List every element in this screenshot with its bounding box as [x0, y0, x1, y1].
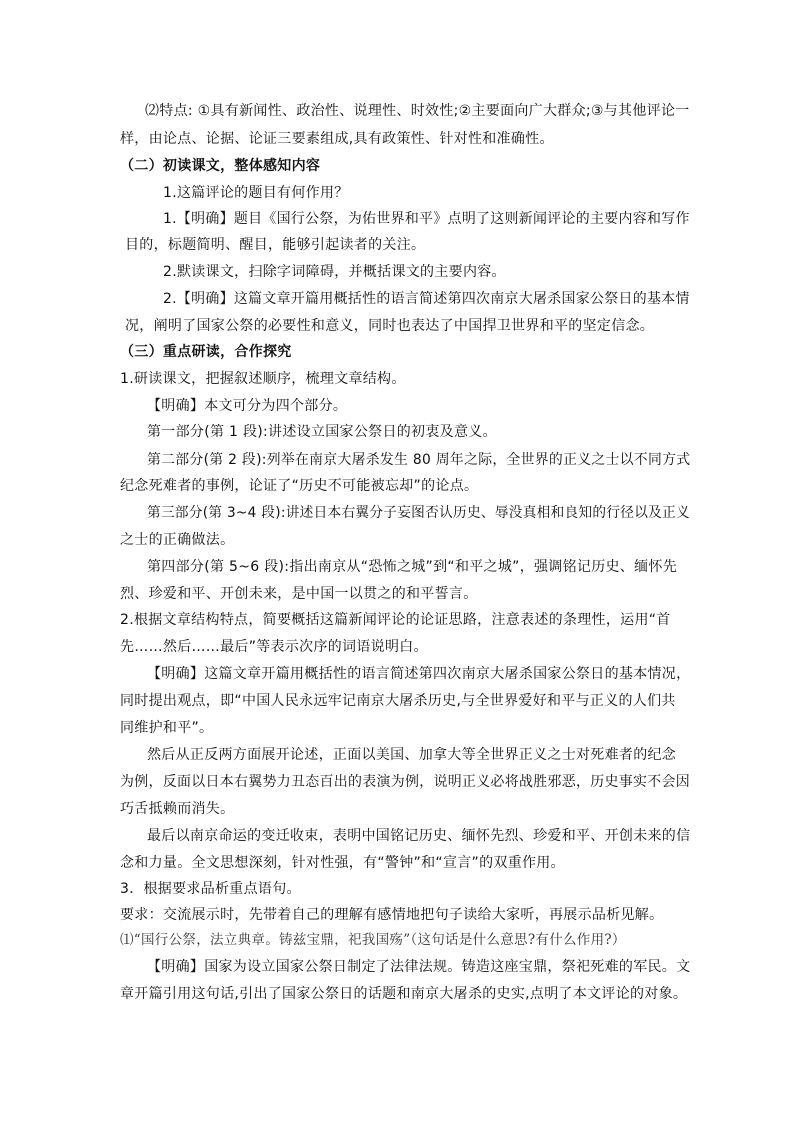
text-line: 同时提出观点，即“中国人民永远牢记南京大屠杀历史,与全世界爱好和平与正义的人们共 — [120, 693, 676, 709]
question-line: 2.根据文章结构特点，简要概括这篇新闻评论的论证思路，注意表述的条理性，运用“首 — [120, 612, 671, 628]
answer-line: 【明确】这篇文章开篇用概括性的语言简述第四次南京大屠杀国家公祭日的基本情况， — [147, 666, 691, 682]
answer-line: 1.【明确】题目《国行公祭，为佑世界和平》点明了这则新闻评论的主要内容和写作 — [163, 211, 690, 227]
text-line: ⑵特点: ①具有新闻性、政治性、说理性、时效性;②主要面向广大群众;③与其他评论一 — [145, 103, 690, 119]
text-line: 最后以南京命运的变迁收束，表明中国铭记历史、缅怀先烈、珍爱和平、开创未来的信 — [147, 828, 691, 844]
question-line: 1.这篇评论的题目有何作用？ — [163, 185, 349, 201]
section-heading: （三）重点研读，合作探究 — [120, 344, 292, 360]
quote-line: ⑴“国行公祭，法立典章。铸兹宝鼎，祀我国殇”（这句话是什么意思?有什么作用?） — [120, 932, 626, 948]
text-line: 念和力量。全文思想深刻，针对性强，有“警钟”和“宣言”的双重作用。 — [120, 855, 565, 871]
text-line: 第一部分(第 1 段):讲述设立国家公祭日的初衷及意义。 — [147, 424, 497, 440]
answer-line: 【明确】国家为设立国家公祭日制定了法律法规。铸造这座宝鼎，祭祀死难的军民。文 — [147, 959, 691, 975]
text-line: 第三部分(第 3~4 段):讲述日本右翼分子妄图否认历史、辱没真相和良知的行径以及正义 — [147, 505, 691, 521]
section-heading: （二）初读课文，整体感知内容 — [120, 158, 321, 174]
question-line: 1.研读课文，把握叙述顺序，梳理文章结构。 — [120, 371, 406, 387]
text-line: 第二部分(第 2 段):列举在南京大屠杀发生 80 周年之际，全世界的正义之士以不同方式 — [147, 452, 691, 468]
text-line: 烈、珍爱和平、开创未来，是中国一以贯之的和平誓言。 — [120, 586, 478, 602]
text-line: 巧舌抵赖而消失。 — [120, 801, 235, 817]
text-line: 样，由论点、论据、论证三要素组成,具有政策性、针对性和准确性。 — [120, 131, 554, 147]
text-line: 况，阐明了国家公祭的必要性和意义，同时也表达了中国捍卫世界和平的坚定信念。 — [125, 318, 655, 334]
text-line: 然后从正反两方面展开论述，正面以美国、加拿大等全世界正义之士对死难者的纪念 — [147, 747, 677, 763]
question-line: 3．根据要求品析重点语句。 — [120, 881, 301, 897]
text-line: 纪念死难者的事例，论证了“历史不可能被忘却”的论点。 — [120, 478, 479, 494]
text-line: 目的，标题简明、醒目，能够引起读者的关注。 — [125, 237, 426, 253]
answer-line: 【明确】本文可分为四个部分。 — [147, 398, 348, 414]
text-line: 同维护和平”。 — [120, 720, 214, 736]
text-line: 第四部分(第 5~6 段):指出南京从“恐怖之城”到“和平之城”，强调铭记历史、缅怀先 — [147, 559, 677, 575]
text-line: 先……然后……最后”等表示次序的词语说明白。 — [120, 639, 428, 655]
text-line: 要求：交流展示时，先带着自己的理解有感情地把句子读给大家听，再展示品析见解。 — [120, 907, 664, 923]
text-line: 之士的正确做法。 — [120, 532, 235, 548]
question-line: 2.默读课文，扫除字词障碍，并概括课文的主要内容。 — [163, 264, 506, 280]
text-line: 章开篇引用这句话,引出了国家公祭日的话题和南京大屠杀的史实,点明了本文评论的对象。 — [120, 986, 688, 1002]
answer-line: 2.【明确】这篇文章开篇用概括性的语言简述第四次南京大屠杀国家公祭日的基本情 — [163, 291, 690, 307]
text-line: 为例，反面以日本右翼势力丑态百出的表演为例，说明正义必将战胜邪恶，历史事实不会因 — [120, 774, 690, 790]
